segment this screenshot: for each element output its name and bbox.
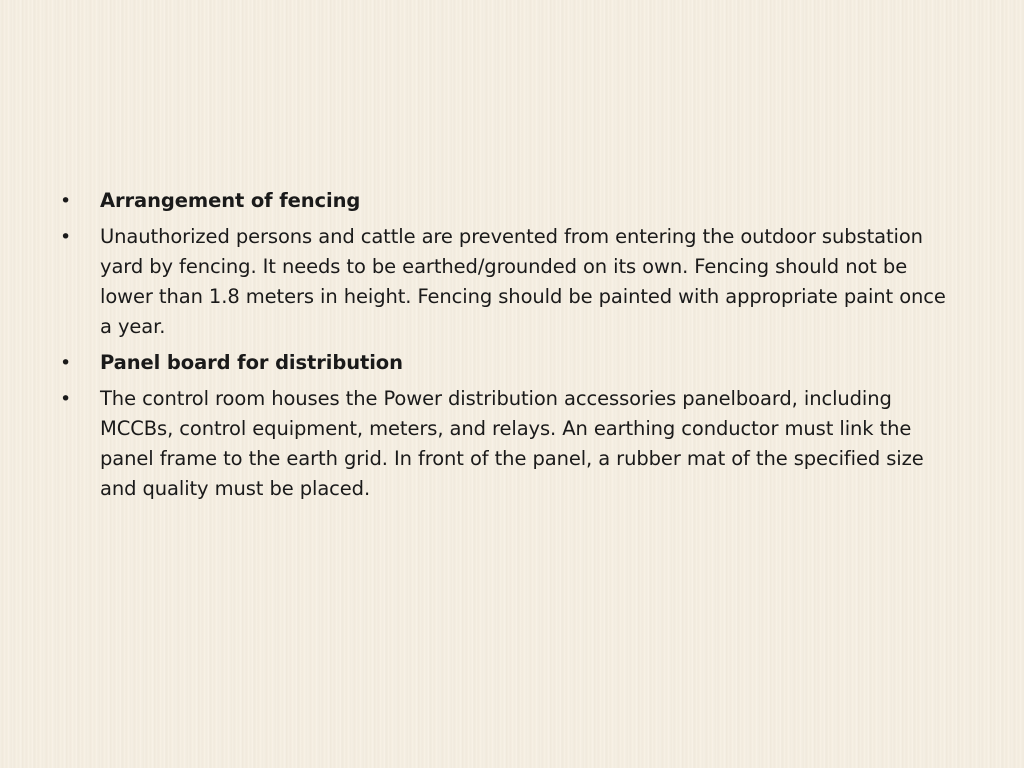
bullet-icon: • [60,352,72,374]
heading-panel-board: Panel board for distribution [100,351,403,374]
paragraph-panel-board: The control room houses the Power distribution accessories panelboard, including MCCBs, control equipment, meters, and relays. An earthing conductor must link the panel frame to the earth grid. In front of the panel, a rubber mat of the specified size and quality must be placed. [100,387,924,500]
bullet-icon: • [60,226,72,248]
bullet-item-fencing-heading [60,186,960,216]
bullet-list [60,186,960,510]
heading-arrangement-of-fencing: Arrangement of fencing [100,189,361,212]
paragraph-fencing: Unauthorized persons and cattle are prevented from entering the outdoor substation yard by fencing. It needs to be earthed/grounded on its own. Fencing should not be lower than 1.8 meters in height. Fencing should be painted with appropriate paint once a year. [100,225,946,338]
bullet-icon: • [60,388,72,410]
bullet-item-panel-heading [60,348,960,378]
bullet-item-panel-body [60,384,960,504]
bullet-icon: • [60,190,72,212]
bullet-item-fencing-body [60,222,960,342]
